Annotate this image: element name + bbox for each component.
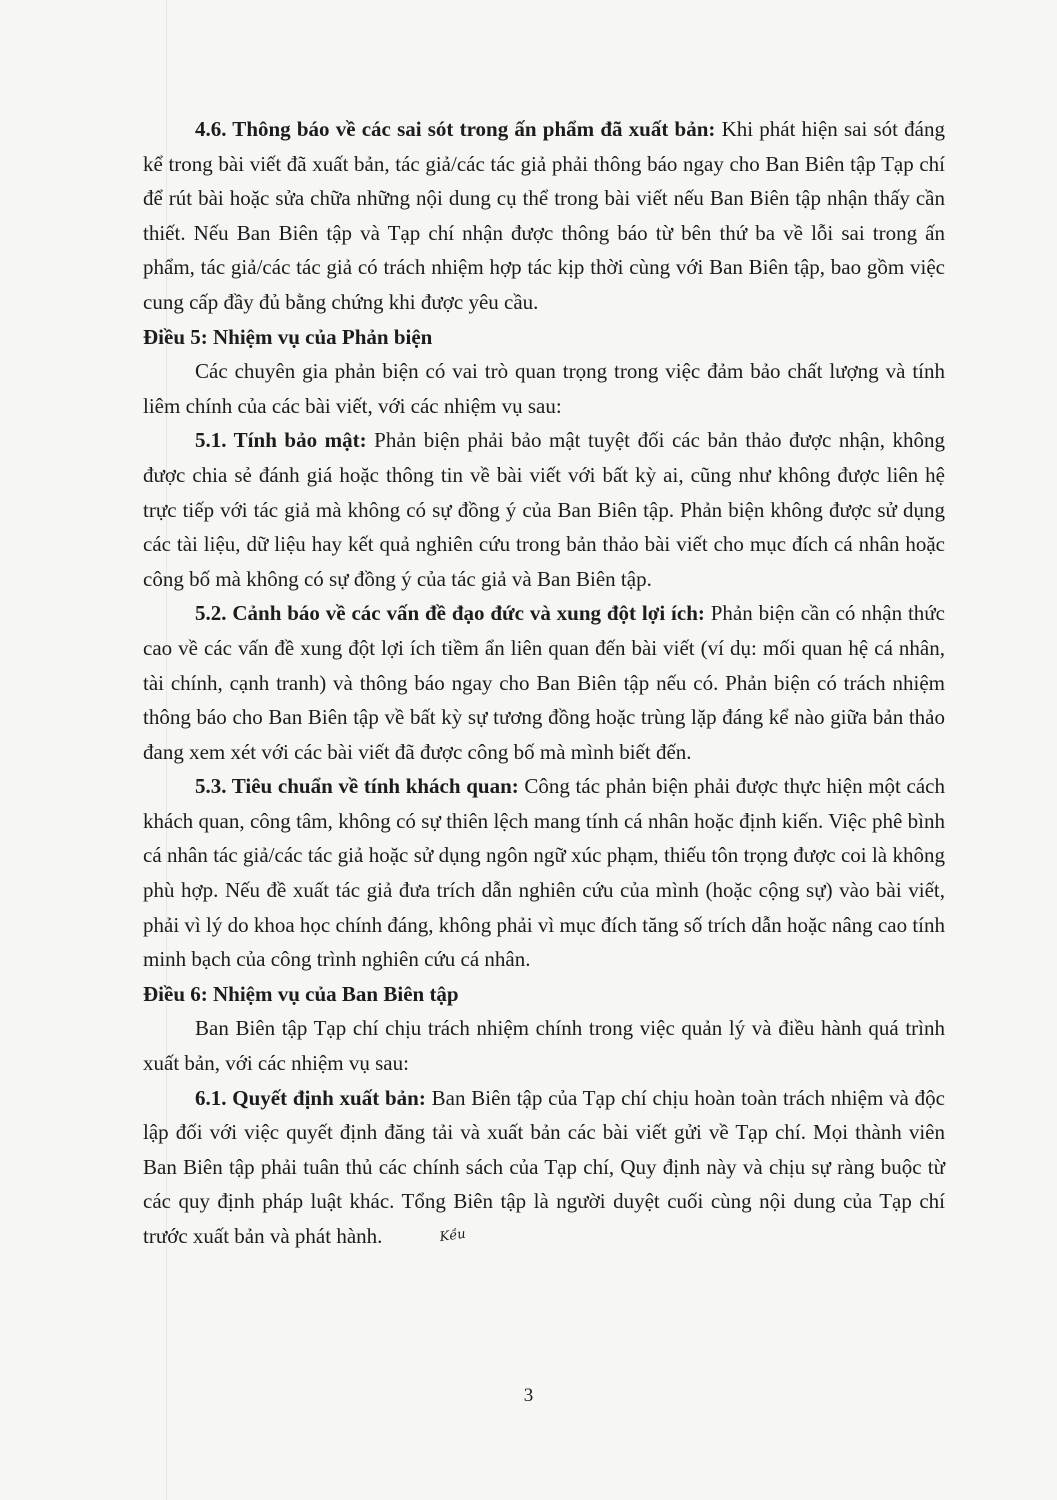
section-text: Ban Biên tập của Tạp chí chịu hoàn toàn trách nhiệm và độc lập đối với việc quyết định đăng tải và xuất bản các bài viết gửi về Tạp chí. Mọi thành viên Ban Biên tập phải tuân thủ các chính sách của Tạp chí, Quy định này và chịu sự ràng buộc từ các quy định pháp luật khác. Tổng Biên tập là người duyệt cuối cùng nội dung của Tạp chí trước xuất bản và phát hành. <box>143 1085 945 1248</box>
article-6-intro: Ban Biên tập Tạp chí chịu trách nhiệm chính trong việc quản lý và điều hành quá trình xuất bản, với các nhiệm vụ sau: <box>143 1016 945 1076</box>
section-heading: 5.3. Tiêu chuẩn về tính khách quan: <box>195 774 519 799</box>
section-heading: 6.1. Quyết định xuất bản: <box>195 1085 426 1110</box>
section-5-2 <box>143 596 945 769</box>
handwritten-initials: Kều <box>439 1226 468 1246</box>
section-heading: 5.2. Cảnh báo về các vấn đề đạo đức và xung đột lợi ích: <box>195 601 705 626</box>
section-5-1 <box>143 423 945 596</box>
article-5-heading: Điều 5: Nhiệm vụ của Phản biện <box>143 324 433 349</box>
section-6-1 <box>143 1081 945 1258</box>
section-heading: 4.6. Thông báo về các sai sót trong ấn phẩm đã xuất bản: <box>195 117 716 141</box>
section-text: Phản biện cần có nhận thức cao về các vấn đề xung đột lợi ích tiềm ẩn liên quan đến bài viết (ví dụ: mối quan hệ cá nhân, tài chính, cạnh tranh) và thông báo ngay cho Ban Biên tập nếu có. Phản biện có trách nhiệm thông báo cho Ban Biên tập về bất kỳ sự tương đồng hoặc trùng lặp đáng kể nào giữa bản thảo đang xem xét với các bài viết đã được công bố mà mình biết đến. <box>143 601 945 764</box>
section-text: Khi phát hiện sai sót đáng kể trong bài viết đã xuất bản, tác giả/các tác giả phải thông báo ngay cho Ban Biên tập Tạp chí để rút bài hoặc sửa chữa những nội dung cụ thể trong bài viết nếu Ban Biên tập nhận thấy cần thiết. Nếu Ban Biên tập và Tạp chí nhận được thông báo từ bên thứ ba về lỗi sai trong ấn phẩm, tác giả/các tác giả có trách nhiệm hợp tác kịp thời cùng với Ban Biên tập, bao gồm việc cung cấp đầy đủ bằng chứng khi được yêu cầu. <box>143 117 945 314</box>
article-6-heading: Điều 6: Nhiệm vụ của Ban Biên tập <box>143 981 459 1006</box>
document-body <box>143 112 945 1258</box>
section-5-3 <box>143 769 945 977</box>
section-heading: 5.1. Tính bảo mật: <box>195 428 367 453</box>
section-text: Công tác phản biện phải được thực hiện một cách khách quan, công tâm, không có sự thiên lệch mang tính cá nhân hoặc định kiến. Việc phê bình cá nhân tác giả/các tác giả hoặc sử dụng ngôn ngữ xúc phạm, thiếu tôn trọng được coi là không phù hợp. Nếu đề xuất tác giả đưa trích dẫn nghiên cứu của mình (hoặc cộng sự) vào bài viết, phải vì lý do khoa học chính đáng, không phải vì mục đích tăng số trích dẫn hoặc nâng cao tính minh bạch của công trình nghiên cứu cá nhân. <box>143 774 945 972</box>
page-number: 3 <box>523 1385 534 1406</box>
article-5-intro: Các chuyên gia phản biện có vai trò quan trọng trong việc đảm bảo chất lượng và tính liêm chính của các bài viết, với các nhiệm vụ sau: <box>143 359 945 418</box>
section-text: Phản biện phải bảo mật tuyệt đối các bản thảo được nhận, không được chia sẻ đánh giá hoặc thông tin về bài viết với bất kỳ ai, cũng như không được liên hệ trực tiếp với tác giả mà không có sự đồng ý của Ban Biên tập. Phản biện không được sử dụng các tài liệu, dữ liệu hay kết quả nghiên cứu trong bản thảo bài viết cho mục đích cá nhân hoặc công bố mà không có sự đồng ý của tác giả và Ban Biên tập. <box>143 428 945 591</box>
section-4-6 <box>143 112 945 320</box>
